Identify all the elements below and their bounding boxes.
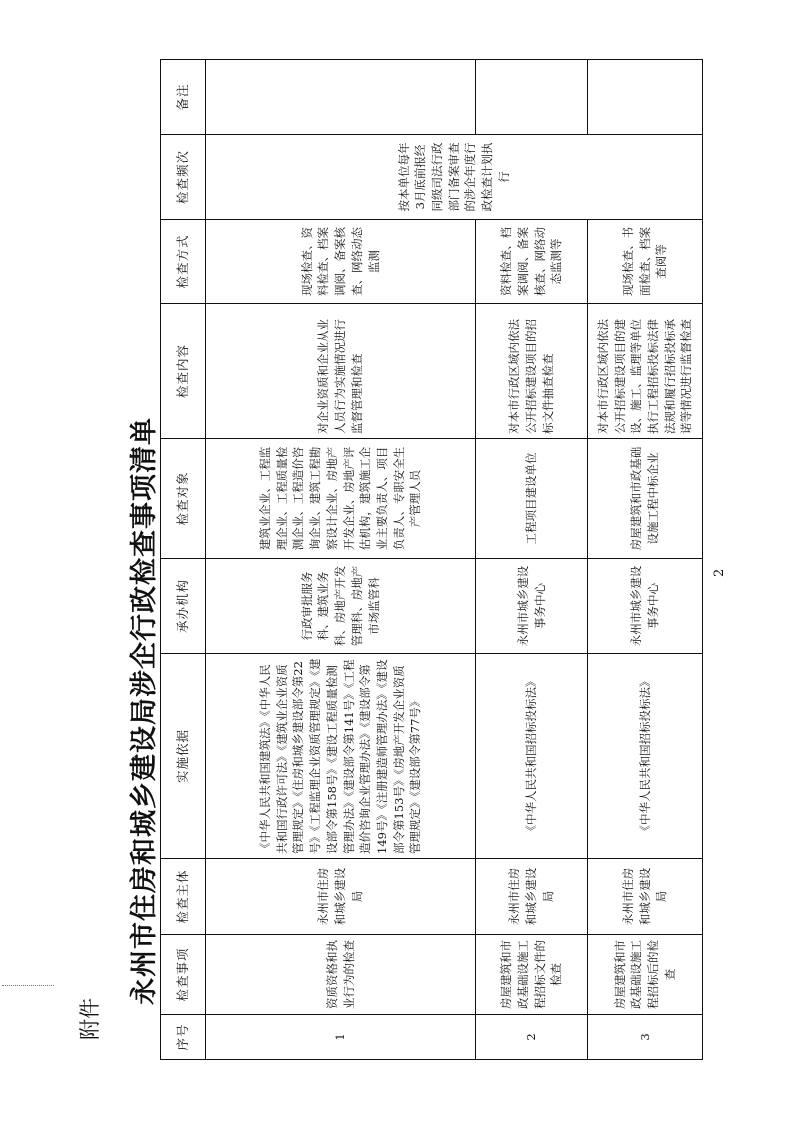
cell-basis: 《中华人民共和国招标投标法》 (588, 654, 703, 859)
cell-method: 现场检查、资料检查、档案调阅、备案核查、网络动态监测 (206, 220, 476, 304)
cell-frequency: 按本单位每年3月底前报经同级司法行政部门备案审查的涉企年度行政检查计划执行 (206, 135, 703, 220)
header-content: 检查内容 (161, 304, 206, 439)
header-method: 检查方式 (161, 220, 206, 304)
cell-method: 资料检查、档案调阅、备案核查、网络动态监测等 (476, 220, 588, 304)
cell-subject: 永州市住房和城乡建设局 (206, 859, 476, 935)
cell-target: 房屋建筑和市政基础设施工程中标企业 (588, 439, 703, 559)
cell-content: 对企业资质和企业从业人员行为实施情况进行监督管理和检查 (206, 304, 476, 439)
table-header-row (161, 60, 206, 1060)
cell-content: 对本市行政区域内依法公开招标建设项目的招标文件抽查检查 (476, 304, 588, 439)
cell-seq: 1 (206, 1015, 476, 1060)
header-agency: 承办机构 (161, 559, 206, 654)
cell-agency: 行政审批服务科、建筑业务科、房地产开发管理科、房地产市场监管科 (206, 559, 476, 654)
header-remark: 备注 (161, 60, 206, 135)
cell-subject: 永州市住房和城乡建设局 (476, 859, 588, 935)
cell-target: 工程项目建设单位 (476, 439, 588, 559)
header-item: 检查事项 (161, 935, 206, 1015)
cell-agency: 永州市城乡建设事务中心 (588, 559, 703, 654)
header-basis: 实施依据 (161, 654, 206, 859)
cell-content: 对本市行政区域内依法公开招标建设项目的建设、施工、监理等单位执行工程招标投标法律法规和履行招标投标承诺等情况进行监督检查 (588, 304, 703, 439)
header-frequency: 检查频次 (161, 135, 206, 220)
cell-remark (476, 60, 588, 135)
cell-item: 房屋建筑和市政基础设施工程招标后的检查 (588, 935, 703, 1015)
cell-basis: 《中华人民共和国招标投标法》 (476, 654, 588, 859)
cell-item: 房屋建筑和市政基础设施工程招标文件的检查 (476, 935, 588, 1015)
document-title: 永州市住房和城乡建设局涉企行政检查事项清单 (129, 417, 160, 1005)
cell-seq: 2 (476, 1015, 588, 1060)
cell-remark (206, 60, 476, 135)
cell-seq: 3 (588, 1015, 703, 1060)
inspection-items-table (160, 59, 703, 1060)
cell-basis: 《中华人民共和国建筑法》《中华人民共和国行政许可法》《建筑业企业资质管理规定》《住房和城乡建设部令第22号》《工程监理企业资质管理规定》《建设部令第158号》《建设工程质量检测管理办法》《建设部令第141号》《工程造价咨询企业管理办法》《建设部令第149号》《注册建造师管理办法》《建设部令第153号》《房地产开发企业资质管理规定》《建设部令第77号》 (206, 654, 476, 859)
header-target: 检查对象 (161, 439, 206, 559)
page-number: 2 (712, 568, 727, 577)
cell-target: 建筑业企业、工程监理企业、工程质量检测企业、工程造价咨询企业、建筑工程勘察设计企业、房地产开发企业、房地产评估机构，建筑施工企业主要负责人、项目负责人、专职安全生产管理人员 (206, 439, 476, 559)
margin-scribble (2, 985, 54, 986)
cell-method: 现场检查、书面检查、档案查阅等 (588, 220, 703, 304)
cell-item: 资质资格和执业行为的检查 (206, 935, 476, 1015)
header-subject: 检查主体 (161, 859, 206, 935)
cell-agency: 永州市城乡建设事务中心 (476, 559, 588, 654)
cell-subject: 永州市住房和城乡建设局 (588, 859, 703, 935)
table-row (206, 60, 476, 1060)
attachment-label: 附件 (78, 998, 102, 1040)
cell-remark (588, 60, 703, 135)
header-seq: 序号 (161, 1015, 206, 1060)
rotated-table-wrapper (160, 60, 697, 1060)
